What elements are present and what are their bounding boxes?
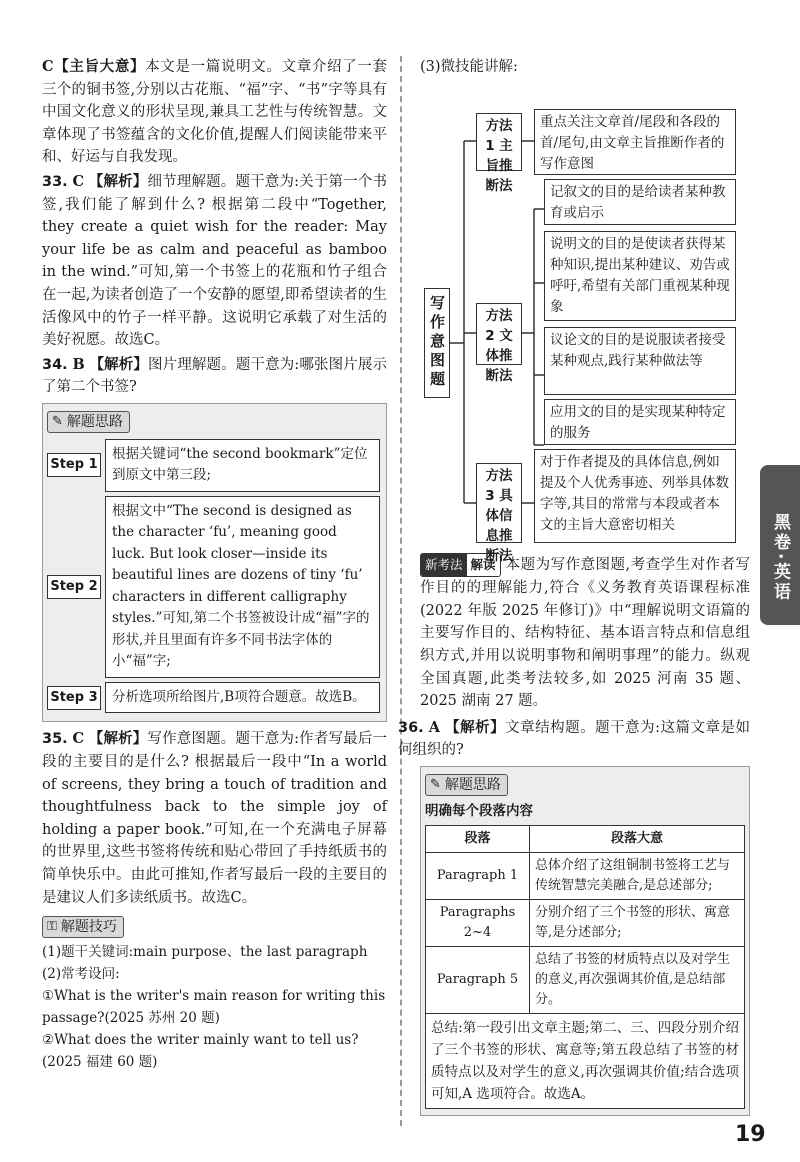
- table-cell: 总结了书签的材质特点以及对学生的意义,再次强调其价值,是总结部分。: [530, 946, 745, 1013]
- left-column: [42, 56, 387, 1073]
- method-1-label: 方法 1 主旨推断法: [476, 113, 522, 171]
- think-tag-label: 解题思路: [66, 413, 123, 430]
- think-tag-label: 解题思路: [444, 776, 501, 793]
- intro-text: 本文是一篇说明文。文章介绍了一套三个的铜书签,分别以古花瓶、“福”字、“书”字等具有中国文化意义的形状呈现,兼具工艺性与传统智慧。文章体现了书签蕴含的文化价值,提醒人们阅读能带来平和、好运与自我发现。: [42, 59, 387, 166]
- table-summary-cell: 总结:第一段引出文章主题;第二、三、四段分别介绍了三个书签的形状、寓意等;第五段总结了书签的材质特点以及对学生的意义,再次强调其价值;结合选项可知,A 选项符合。故选A。: [426, 1013, 745, 1108]
- tips-tag: [42, 916, 124, 938]
- question-33: [42, 171, 387, 352]
- q36-solution-box: [420, 766, 750, 1116]
- table-row: [426, 1013, 745, 1108]
- q36-number: 36.: [398, 719, 424, 736]
- paragraph-table: [425, 825, 745, 1109]
- right-column: [398, 56, 751, 1116]
- q36-text: 文章结构题。题干意为:这篇文章是如何组织的?: [398, 719, 751, 759]
- step-label: Step 2: [47, 575, 101, 599]
- step-row: [47, 496, 380, 678]
- table-row: [426, 852, 745, 899]
- new-method-text: 本题为写作意图题,考查学生对作者写作目的的理解能力,符合《义务教育英语课程标准(2022 年版 2025 年修订)》中“理解说明文语篇的主要写作目的、结构特征、基本语言特点和信息组织方式,并用以说明事物和阐明事理”的能力。纵观全国真题,此类考法较多,如 2025 河南 35 题、2025 湖南 27 题。: [420, 556, 751, 710]
- pencil-note-icon: ✎: [52, 413, 63, 429]
- q35-text: 写作意图题。题干意为:作者写最后一段的主要目的是什么? 根据最后一段中“In a world of screens, they bring a touch of tradition and thoughtfulness back to the simple joy of holding a paper book.”可知,在一个充满电子屏幕的世界里,这些书签将传统和贴心带回了手持纸质书的简单快乐中。由此可推知,作者写最后一段的主要目的是建议人们多读纸质书。故选C。: [42, 731, 388, 906]
- q33-answer: C: [72, 172, 85, 190]
- method-2-item: 议论文的目的是说服读者接受某种观点,践行某种做法等: [544, 327, 736, 395]
- q34-number: 34.: [42, 356, 68, 373]
- pencil-note-icon: ✎: [430, 776, 441, 792]
- table-row: [426, 946, 745, 1013]
- method-2-label: 方法 2 文体推断法: [476, 303, 522, 365]
- method-3-label: 方法 3 具体信息推断法: [476, 463, 522, 543]
- new-method-tag-a: 新考法: [421, 554, 467, 577]
- solution-steps-box: [42, 403, 387, 723]
- step-label: Step 1: [47, 453, 101, 477]
- method-3-text: 对于作者提及的具体信息,例如提及个人优秀事迹、列举具体数字等,其目的常常与本段或者本文的主旨大意密切相关: [534, 449, 736, 543]
- table-cell: Paragraph 1: [426, 852, 530, 899]
- think-tag: [425, 774, 508, 796]
- method-2-item: 应用文的目的是实现某种特定的服务: [544, 399, 736, 445]
- tips-tag-label: 解题技巧: [60, 919, 117, 936]
- table-caption: 明确每个段落内容: [425, 802, 533, 819]
- table-cell: Paragraph 5: [426, 946, 530, 1013]
- q36-answer: A: [428, 718, 441, 736]
- tip-line: ①What is the writer's main reason for writing this passage?(2025 苏州 20 题): [42, 988, 386, 1027]
- table-cell: 分别介绍了三个书签的形状、寓意等,是分述部分;: [530, 899, 745, 946]
- q33-text: 细节理解题。题干意为:关于第一个书签,我们能了解到什么? 根据第二段中“Together, they create a quiet wish for the reader: May your life be as calm and peaceful as bamboo in the wind.”可知,第一个书签上的花瓶和竹子组合在一起,为读者创造了一个安静的愿望,即希望读者的生活像风中的竹子一样平静。这说明它承载了对生活的美好祝愿。故选C。: [42, 173, 388, 349]
- q34-tag: 【解析】: [89, 355, 148, 373]
- q36-tag: 【解析】: [445, 718, 506, 736]
- tip-line: (2)常考设问:: [42, 966, 120, 983]
- table-header-row: [426, 825, 745, 852]
- table-row: [426, 899, 745, 946]
- method-1-text: 重点关注文章首/尾段和各段的首/尾句,由文章主旨推断作者的写作意图: [534, 109, 736, 175]
- mind-map-root: 写作意图题: [424, 288, 450, 398]
- step-row: [47, 439, 380, 492]
- question-36: [398, 717, 750, 762]
- step-label: Step 3: [47, 686, 101, 710]
- page-number: 19: [735, 1122, 766, 1147]
- method-2-item: 记叙文的目的是给读者某种教育或启示: [544, 179, 736, 225]
- question-35: [42, 728, 387, 909]
- step-text: 根据文中“The second is designed as the character ‘fu’, meaning good luck. But look closer—inside its beautiful lines are dozens of tiny ‘fu’ characters in different calligraphy styles.”可知,第二个书签被设计成“福”字的形状,并且里面有许多不同书法字体的小“福”字;: [105, 496, 380, 678]
- q35-answer: C: [72, 730, 85, 748]
- step-row: [47, 682, 380, 714]
- tips-section: [42, 915, 387, 1073]
- micro-skill-title: (3)微技能讲解:: [420, 59, 518, 75]
- table-cell: Paragraphs 2~4: [426, 899, 530, 946]
- think-tag: [47, 411, 130, 433]
- q33-number: 33.: [42, 173, 68, 190]
- new-method-paragraph: [420, 553, 750, 713]
- q34-text: 图片理解题。题干意为:哪张图片展示了第二个书签?: [42, 356, 388, 396]
- tip-line: ②What does the writer mainly want to tell us?(2025 福建 60 题): [42, 1032, 359, 1071]
- intro-paragraph: [42, 56, 387, 169]
- q33-tag: 【解析】: [88, 172, 148, 190]
- q34-answer: B: [72, 355, 85, 373]
- new-method-tag-b: 解读: [467, 554, 500, 577]
- q35-number: 35.: [42, 731, 68, 748]
- step-text: 根据关键词“the second bookmark”定位到原文中第三段;: [105, 439, 380, 492]
- tip-line: (1)题干关键词:main purpose、the last paragraph: [42, 944, 368, 961]
- column-divider: [400, 56, 402, 1126]
- table-header-cell: 段落: [426, 825, 530, 852]
- question-34: [42, 354, 387, 399]
- q35-tag: 【解析】: [88, 730, 148, 748]
- intro-label: C【主旨大意】: [42, 58, 146, 75]
- step-text: 分析选项所给图片,B项符合题意。故选B。: [105, 682, 380, 714]
- table-cell: 总体介绍了这组铜制书签将工艺与传统智慧完美融合,是总述部分;: [530, 852, 745, 899]
- table-header-cell: 段落大意: [530, 825, 745, 852]
- side-tab: 黑卷·英语: [760, 465, 800, 625]
- tips-list: [42, 941, 387, 1073]
- key-icon: ⚿: [47, 919, 57, 935]
- method-2-item: 说明文的目的是使读者获得某种知识,提出某种建议、劝告或呼吁,希望有关部门重视某种现象: [544, 231, 736, 321]
